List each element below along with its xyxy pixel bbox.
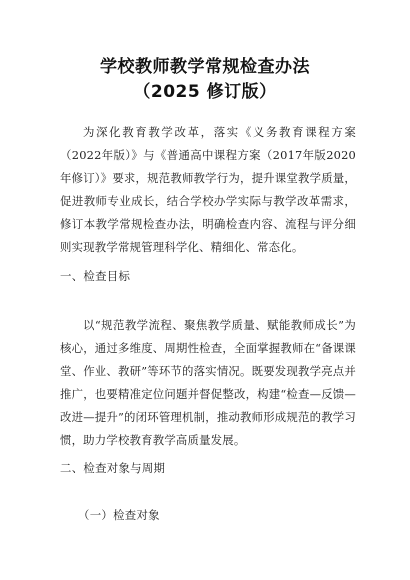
goals-paragraph: 以“规范教学流程、聚焦教学质量、赋能教师成长”为核心，通过多维度、周期性检查，全面掌握教师在“备课课堂、作业、教研”等环节的落实情况。既要发现教学亮点并推广，也要精准定位问题并督促整改，构建“检查—反馈—改进—提升”的闭环管理机制，推动教师形成规范的教学习惯，助力学校教育教学高质量发展。	[60, 318, 356, 447]
section-heading-scope: 二、检查对象与周期	[60, 461, 166, 475]
intro-paragraph: 为深化教育教学改革，落实《义务教育课程方案（2022年版）》与《普通高中课程方案（2017年版2020年修订）》要求，规范教师教学行为，提升课堂教学质量，促进教师专业成长，结合学校办学实际与教学改革需求，修订本教学常规检查办法，明确检查内容、流程与评分细则实现教学常规管理科学化、精细化、常态化。	[60, 125, 356, 254]
document-subtitle: （2025 修订版）	[133, 82, 277, 102]
subsection-heading-targets: （一）检查对象	[78, 508, 160, 522]
section-heading-goals: 一、检查目标	[60, 269, 131, 283]
document-title: 学校教师教学常规检查办法	[100, 57, 310, 77]
